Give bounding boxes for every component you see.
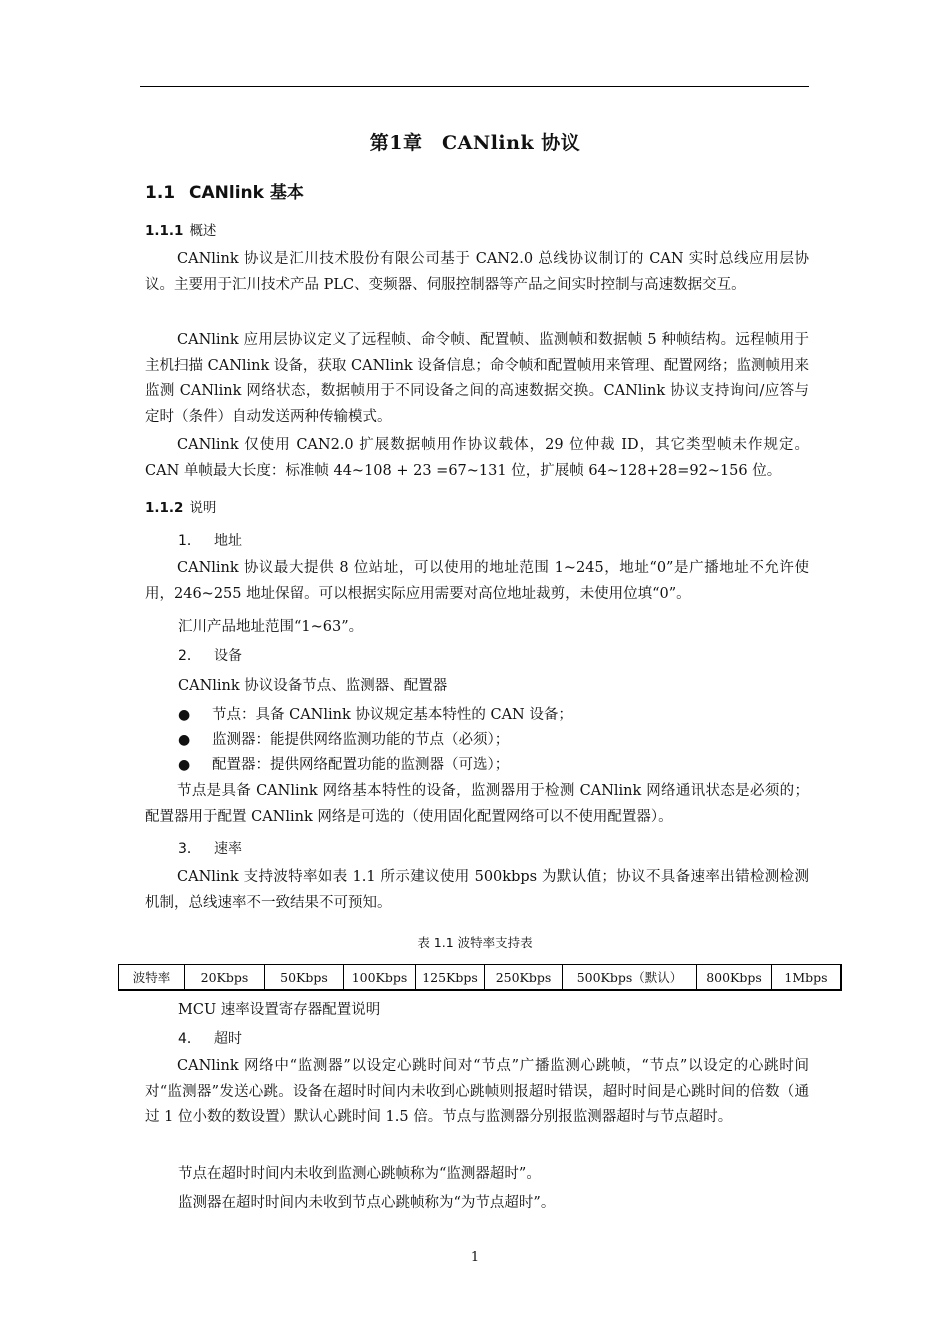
item-title: 速率 [214, 841, 242, 857]
item-number: 3． [178, 841, 201, 857]
table-cell: 125Kbps [416, 965, 485, 991]
table-cell: 250Kbps [485, 965, 563, 991]
list-item [178, 728, 509, 749]
bullet-icon: ● [178, 732, 191, 748]
rate-paragraph: CANlink 支持波特率如表 1.1 所示建议使用 500kbps 为默认值；协议不具备速率出错检测检测机制，总线速率不一致结果不可预知。 [145, 869, 809, 911]
overview-paragraph-3: CANlink 仅使用 CAN2.0 扩展数据帧用作协议载体，29 位仲裁 ID，其它类型帧未作规定。CAN 单帧最大长度：标准帧 44~108 + 23 =67~131 位，扩展帧 64~128+28=92~156 位。 [145, 437, 809, 479]
table-cell: 20Kbps [185, 965, 265, 991]
subsection-heading-notes [145, 496, 216, 516]
address-paragraph: CANlink 协议最大提供 8 位站址，可以使用的地址范围 1~245，地址“0”是广播地址不允许使用，246~255 地址保留。可以根据实际应用需要对高位地址裁剪，未使用位填“0”。 [145, 560, 809, 602]
table-cell: 50Kbps [265, 965, 344, 991]
timeout-line-node: 监测器在超时时间内未收到节点心跳帧称为“为节点超时”。 [178, 1195, 556, 1211]
subsection-number: 1.1.2 [145, 500, 184, 516]
table-caption: 表 1.1 波特率支持表 [417, 935, 533, 950]
item-title: 超时 [214, 1031, 242, 1047]
header-rule [140, 86, 809, 87]
overview-paragraph-2: CANlink 应用层协议定义了远程帧、命令帧、配置帧、监测帧和数据帧 5 种帧结构。远程帧用于主机扫描 CANlink 设备，获取 CANlink 设备信息；命令帧和配置帧用来管理、配置网络；监测帧用来监测 CANlink 网络状态，数据帧用于不同设备之间的高速数据交换。CANlink 协议支持询问/应答与定时（条件）自动发送两种传输模式。 [145, 332, 809, 425]
section-heading [145, 178, 304, 203]
device-paragraph: 节点是具备 CANlink 网络基本特性的设备，监测器用于检测 CANlink 网络通讯状态是必须的；配置器用于配置 CANlink 网络是可选的（使用固化配置网络可以不使用配置器）。 [145, 783, 809, 825]
item-title: 设备 [214, 648, 242, 664]
bullet-icon: ● [178, 757, 191, 773]
item-heading-device [178, 645, 242, 665]
chapter-title: 第1章 CANlink 协议 [369, 132, 581, 154]
mcu-note-line: MCU 速率设置寄存器配置说明 [178, 1002, 381, 1018]
list-item [178, 753, 509, 774]
device-intro: CANlink 协议设备节点、监测器、配置器 [178, 678, 448, 694]
item-number: 1． [178, 533, 201, 549]
list-item-text: 监测器：能提供网络监测功能的节点（必须）； [212, 732, 510, 748]
table-cell: 1Mbps [772, 965, 842, 991]
bullet-icon: ● [178, 707, 191, 723]
list-item [178, 703, 573, 724]
list-item-text: 配置器：提供网络配置功能的监测器（可选）； [212, 757, 510, 773]
table-cell: 波特率 [119, 965, 185, 991]
timeout-line-monitor: 节点在超时时间内未收到监测心跳帧称为“监测器超时”。 [178, 1166, 541, 1182]
table-cell: 100Kbps [344, 965, 416, 991]
list-item-text: 节点：具备 CANlink 协议规定基本特性的 CAN 设备； [212, 707, 573, 723]
subsection-title: 概述 [189, 223, 217, 239]
item-title: 地址 [214, 533, 242, 549]
table-cell: 500Kbps（默认） [563, 965, 697, 991]
page-number: 1 [470, 1250, 480, 1265]
section-number: 1.1 [145, 183, 176, 203]
item-number: 4． [178, 1031, 201, 1047]
baud-rate-table [118, 964, 842, 991]
overview-paragraph-1: CANlink 协议是汇川技术股份有限公司基于 CAN2.0 总线协议制订的 CAN 实时总线应用层协议。主要用于汇川技术产品 PLC、变频器、伺服控制器等产品之间实时控制与高速数据交互。 [145, 251, 809, 293]
subsection-title: 说明 [189, 500, 217, 516]
table-cell: 800Kbps [697, 965, 772, 991]
section-title: CANlink 基本 [189, 183, 304, 203]
item-number: 2． [178, 648, 201, 664]
subsection-number: 1.1.1 [145, 223, 184, 239]
table-row [119, 965, 842, 991]
subsection-heading-overview [145, 219, 216, 239]
item-heading-timeout [178, 1028, 242, 1048]
address-range-line: 汇川产品地址范围“1~63”。 [178, 619, 364, 635]
timeout-paragraph: CANlink 网络中“监测器”以设定心跳时间对“节点”广播监测心跳帧，“节点”以设定的心跳时间对“监测器”发送心跳。设备在超时时间内未收到心跳帧则报超时错误，超时时间是心跳时间的倍数（通过 1 位小数的数设置）默认心跳时间 1.5 倍。节点与监测器分别报监测器超时与节点超时。 [145, 1058, 809, 1125]
item-heading-address [178, 530, 242, 550]
item-heading-rate [178, 838, 242, 858]
